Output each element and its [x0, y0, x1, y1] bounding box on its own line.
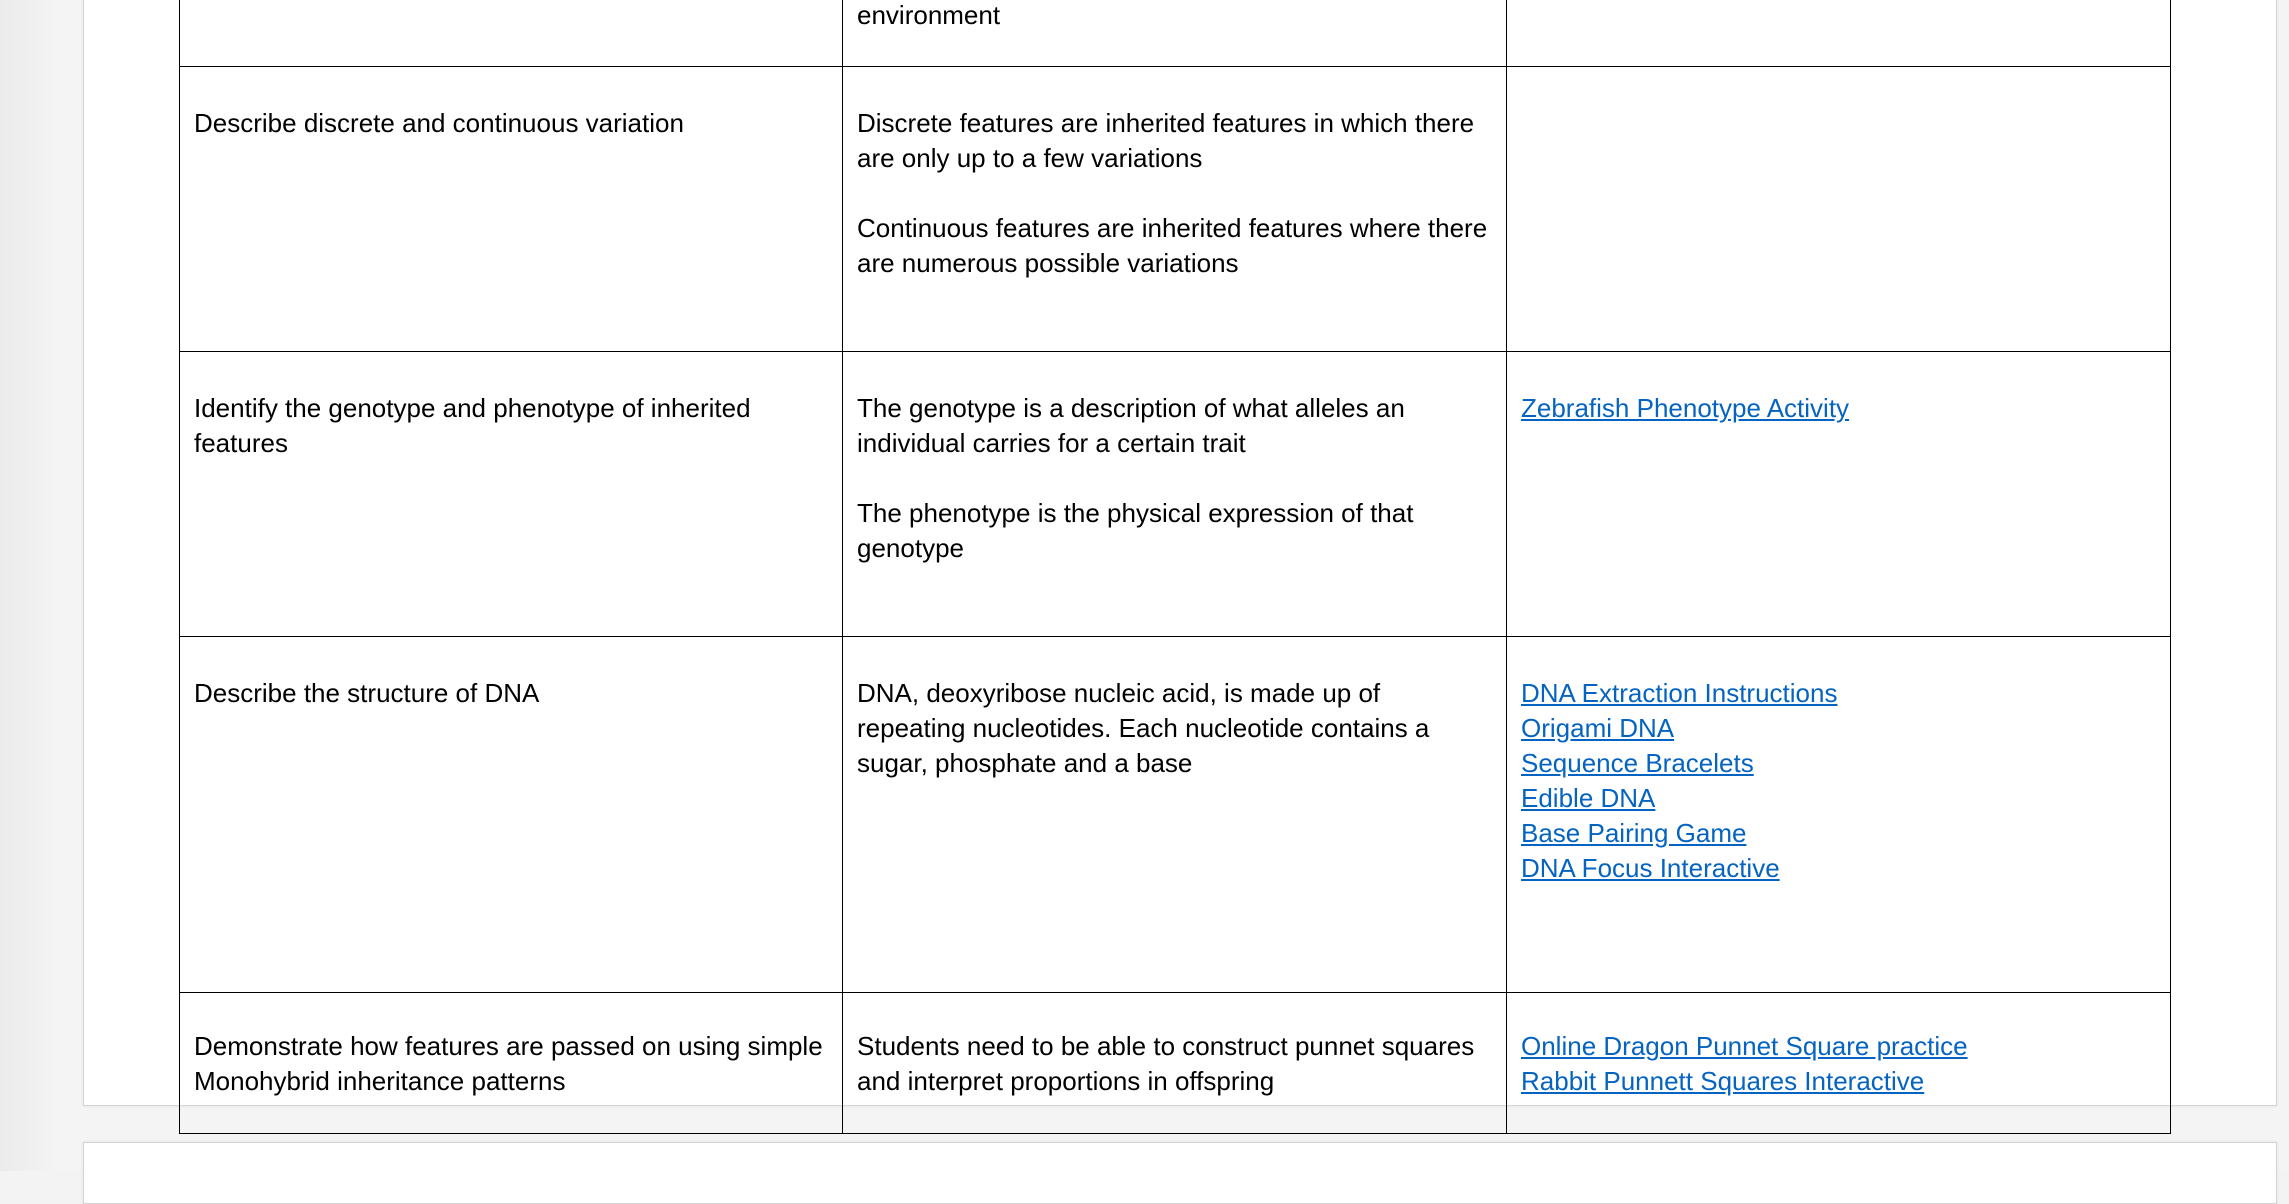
- cell-paragraph: Discrete features are inherited features in which there are only up to a few variations: [857, 108, 1475, 173]
- table-cell-resources[interactable]: [1507, 352, 2171, 637]
- table-cell-resources[interactable]: [1507, 0, 2171, 67]
- table-cell-explanation[interactable]: [843, 67, 1507, 352]
- table-cell-objective[interactable]: [180, 637, 843, 993]
- table-cell-objective[interactable]: [180, 67, 843, 352]
- table-cell-explanation[interactable]: [843, 0, 1507, 67]
- resource-link[interactable]: DNA Extraction Instructions: [1521, 678, 1838, 708]
- table-cell-explanation[interactable]: [843, 352, 1507, 637]
- cell-paragraph: Continuous features are inherited features where there are numerous possible variations: [857, 213, 1488, 278]
- table-cell-resources[interactable]: [1507, 637, 2171, 993]
- cell-text: Describe discrete and continuous variation: [194, 108, 684, 138]
- cell-text: Describe the structure of DNA: [194, 678, 540, 708]
- cell-text: Demonstrate how features are passed on using simple Monohybrid inheritance patterns: [194, 1031, 823, 1096]
- cell-paragraph: Students need to be able to construct punnet squares and interpret proportions in offspring: [857, 1031, 1475, 1096]
- table-row: [180, 352, 2171, 637]
- table-row: [180, 637, 2171, 993]
- table-cell-objective[interactable]: [180, 993, 843, 1134]
- table-cell-resources[interactable]: [1507, 67, 2171, 352]
- table-cell-objective[interactable]: [180, 352, 843, 637]
- resource-link[interactable]: Base Pairing Game: [1521, 818, 1747, 848]
- resource-link[interactable]: Zebrafish Phenotype Activity: [1521, 393, 1850, 423]
- resource-link[interactable]: Edible DNA: [1521, 783, 1656, 813]
- resource-link[interactable]: Online Dragon Punnet Square practice: [1521, 1031, 1968, 1061]
- resource-link[interactable]: Rabbit Punnett Squares Interactive: [1521, 1066, 1925, 1096]
- resource-link[interactable]: DNA Focus Interactive: [1521, 853, 1780, 883]
- table-cell-explanation[interactable]: [843, 993, 1507, 1134]
- resource-link[interactable]: Sequence Bracelets: [1521, 748, 1754, 778]
- table-row: [180, 67, 2171, 352]
- cell-text: environment: [857, 0, 1001, 30]
- document-page[interactable]: [83, 0, 2277, 1106]
- table-row: [180, 0, 2171, 67]
- cell-paragraph: The phenotype is the physical expression of that genotype: [857, 498, 1414, 563]
- cell-paragraph: DNA, deoxyribose nucleic acid, is made up of repeating nucleotides. Each nucleotide contains a sugar, phosphate and a base: [857, 678, 1430, 778]
- table-cell-explanation[interactable]: [843, 637, 1507, 993]
- resource-link[interactable]: Origami DNA: [1521, 713, 1675, 743]
- table-cell-resources[interactable]: [1507, 993, 2171, 1134]
- objectives-table: [179, 0, 2171, 1134]
- cell-paragraph: The genotype is a description of what alleles an individual carries for a certain trait: [857, 393, 1405, 458]
- next-document-page[interactable]: [83, 1142, 2277, 1204]
- table-row: [180, 993, 2171, 1134]
- table-cell-objective[interactable]: [180, 0, 843, 67]
- cell-text: Identify the genotype and phenotype of inherited features: [194, 393, 751, 458]
